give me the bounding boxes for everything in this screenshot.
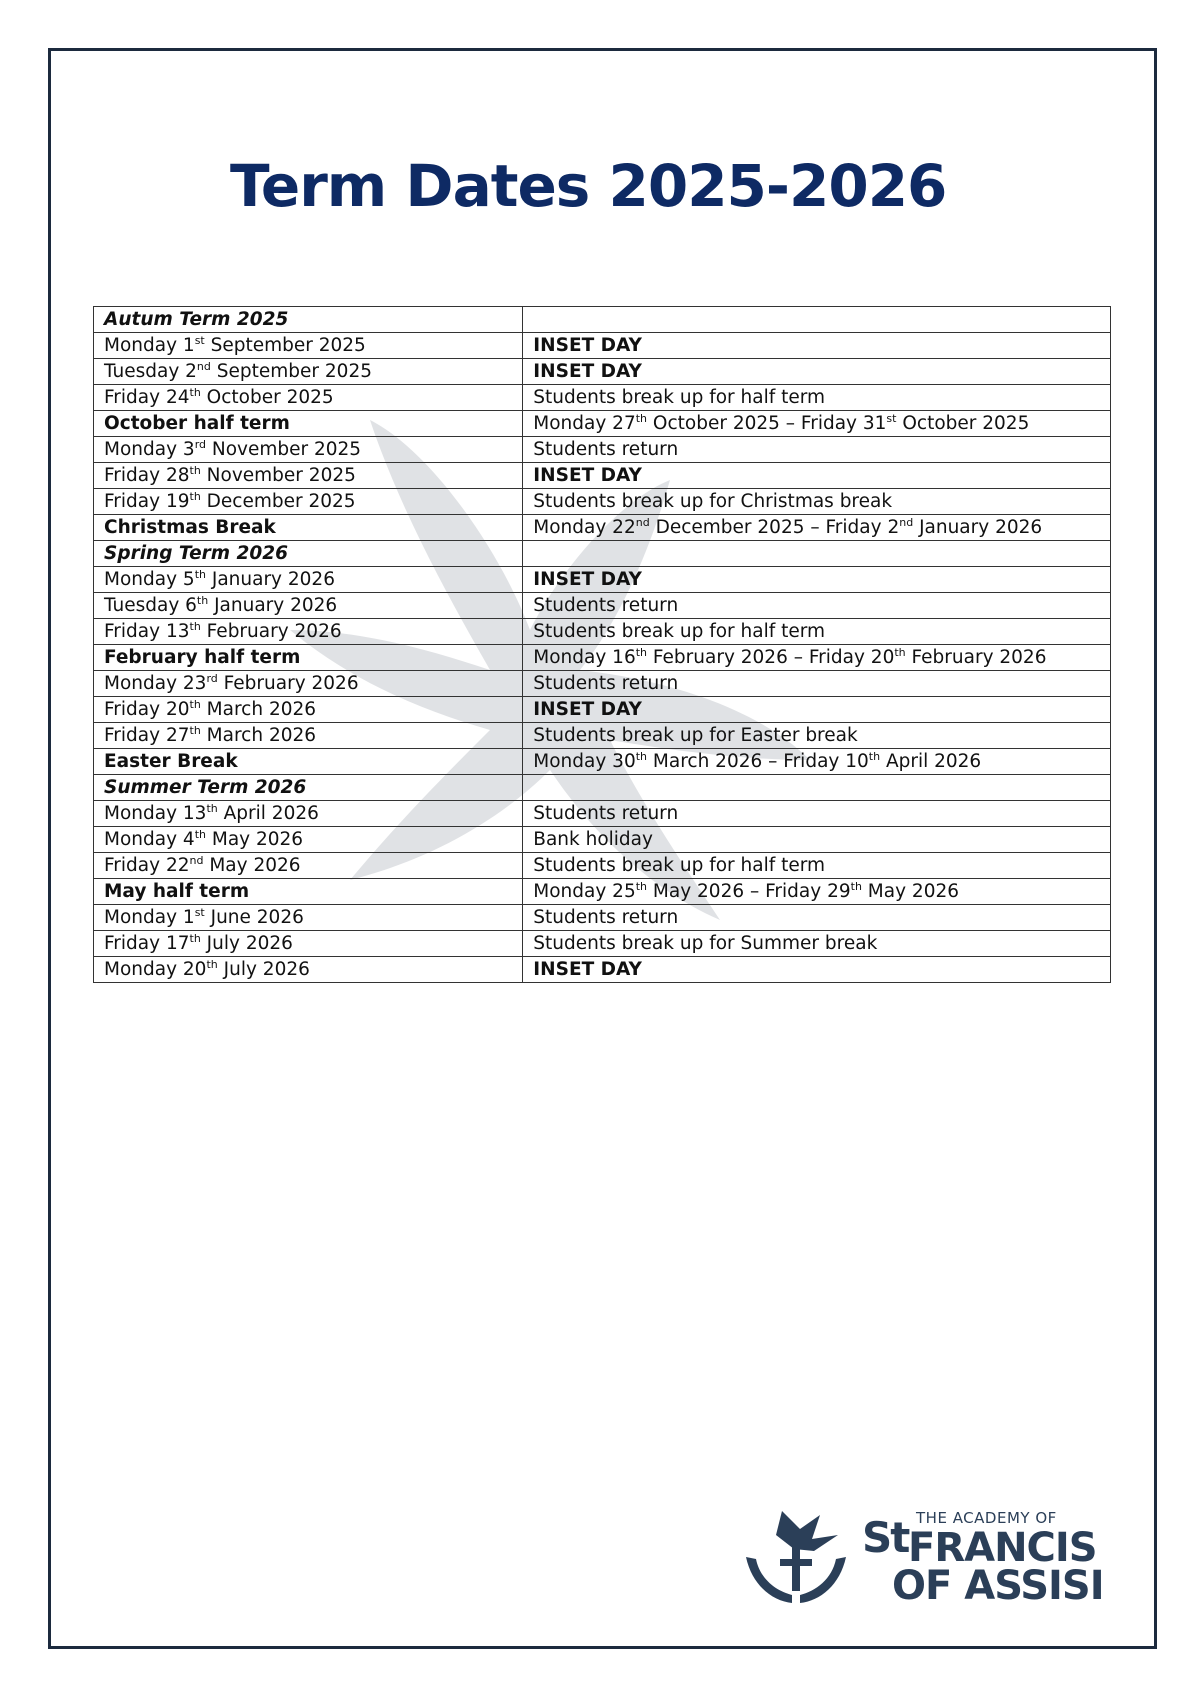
table-row (94, 593, 1111, 619)
cell-text: March 2026 (200, 725, 317, 746)
cell-text: Friday 19 (104, 491, 190, 512)
event-cell (523, 437, 1111, 463)
table-row (94, 541, 1111, 567)
cell-text: Monday 1 (104, 907, 195, 928)
date-cell (94, 385, 523, 411)
table-row (94, 775, 1111, 801)
date-cell (94, 931, 523, 957)
event-cell (523, 541, 1111, 567)
cell-text: Students break up for half term (533, 387, 826, 408)
cell-text: Friday 13 (104, 621, 190, 642)
ordinal-suffix: th (194, 568, 206, 581)
table-row (94, 697, 1111, 723)
logo-francis: FRANCIS (908, 1525, 1097, 1571)
ordinal-suffix: st (886, 412, 897, 425)
event-cell (523, 333, 1111, 359)
cell-text: Monday 27 (533, 413, 636, 434)
event-cell (523, 957, 1111, 983)
date-cell (94, 489, 523, 515)
date-cell (94, 411, 523, 437)
cell-text: April 2026 (217, 803, 319, 824)
cell-text: Monday 16 (533, 647, 636, 668)
ordinal-suffix: th (635, 880, 648, 893)
cell-text: February 2026 (200, 621, 342, 642)
cell-text: Students break up for Easter break (533, 725, 858, 746)
cell-text: February 2026 (217, 673, 359, 694)
cell-text: November 2025 (200, 465, 356, 486)
cell-text: June 2026 (204, 907, 304, 928)
cell-text: May 2026 – Friday 29 (647, 881, 851, 902)
event-cell (523, 671, 1111, 697)
cell-text: October 2025 – Friday 31 (647, 413, 887, 434)
ordinal-suffix: th (894, 646, 906, 659)
cell-text: February 2026 (905, 647, 1047, 668)
cell-text: INSET DAY (533, 335, 642, 356)
cell-text: Monday 5 (104, 569, 195, 590)
logo-assisi: OF ASSISI (892, 1563, 1104, 1609)
cell-text: Students break up for half term (533, 621, 826, 642)
ordinal-suffix: st (194, 906, 205, 919)
event-cell (523, 827, 1111, 853)
table-row (94, 515, 1111, 541)
date-cell (94, 879, 523, 905)
date-cell (94, 801, 523, 827)
cell-text: February half term (104, 647, 301, 668)
event-cell (523, 515, 1111, 541)
cell-text: Students return (533, 595, 679, 616)
event-cell (523, 723, 1111, 749)
cell-text: Monday 4 (104, 829, 195, 850)
ordinal-suffix: th (635, 412, 648, 425)
academy-logo (742, 1505, 1122, 1610)
event-cell (523, 697, 1111, 723)
date-cell (94, 333, 523, 359)
cell-text: Friday 20 (104, 699, 190, 720)
term-dates-table (93, 306, 1111, 983)
ordinal-suffix: th (189, 698, 201, 711)
table-row (94, 749, 1111, 775)
event-cell (523, 593, 1111, 619)
event-cell (523, 619, 1111, 645)
cell-text: September 2025 (204, 335, 366, 356)
cell-text: Summer Term 2026 (104, 777, 307, 798)
ordinal-suffix: th (189, 386, 201, 399)
ordinal-suffix: nd (196, 360, 211, 373)
ordinal-suffix: th (635, 646, 648, 659)
logo-wordmark (862, 1505, 1122, 1610)
ordinal-suffix: st (194, 334, 205, 347)
table-row (94, 463, 1111, 489)
date-cell (94, 905, 523, 931)
cell-text: July 2026 (200, 933, 293, 954)
table-row (94, 567, 1111, 593)
cell-text: INSET DAY (533, 569, 642, 590)
cell-text: Tuesday 6 (104, 595, 197, 616)
cell-text: September 2025 (210, 361, 372, 382)
date-cell (94, 463, 523, 489)
cell-text: Students return (533, 803, 679, 824)
cell-text: INSET DAY (533, 959, 642, 980)
table-row (94, 619, 1111, 645)
event-cell (523, 853, 1111, 879)
cell-text: Monday 13 (104, 803, 207, 824)
cell-text: Friday 22 (104, 855, 190, 876)
ordinal-suffix: th (635, 750, 648, 763)
cell-text: Students return (533, 907, 679, 928)
event-cell (523, 749, 1111, 775)
cell-text: October 2025 (896, 413, 1030, 434)
cell-text: INSET DAY (533, 699, 642, 720)
ordinal-suffix: th (189, 724, 201, 737)
cell-text: Monday 30 (533, 751, 636, 772)
table-row (94, 645, 1111, 671)
cell-text: January 2026 (205, 569, 335, 590)
table-row (94, 671, 1111, 697)
table-row (94, 723, 1111, 749)
cell-text: December 2025 – Friday 2 (649, 517, 900, 538)
date-cell (94, 437, 523, 463)
table-row (94, 385, 1111, 411)
cell-text: Christmas Break (104, 517, 276, 538)
event-cell (523, 385, 1111, 411)
cell-text: Students break up for half term (533, 855, 826, 876)
ordinal-suffix: th (189, 932, 201, 945)
date-cell (94, 853, 523, 879)
table-row (94, 827, 1111, 853)
cell-text: Monday 20 (104, 959, 207, 980)
ordinal-suffix: th (189, 620, 201, 633)
cell-text: December 2025 (200, 491, 356, 512)
cell-text: July 2026 (217, 959, 310, 980)
table-row (94, 905, 1111, 931)
ordinal-suffix: th (868, 750, 881, 763)
dove-hands-logo-icon (742, 1505, 852, 1610)
cell-text: Spring Term 2026 (104, 543, 288, 564)
table-row (94, 879, 1111, 905)
table-row (94, 489, 1111, 515)
cell-text: October half term (104, 413, 290, 434)
date-cell (94, 697, 523, 723)
cell-text: May 2026 (205, 829, 304, 850)
page-title: Term Dates 2025-2026 (230, 152, 947, 220)
cell-text: November 2025 (206, 439, 362, 460)
cell-text: Autum Term 2025 (104, 309, 289, 330)
logo-line-1: THE ACADEMY OF (916, 1509, 1057, 1527)
ordinal-suffix: nd (635, 516, 650, 529)
cell-text: October 2025 (200, 387, 334, 408)
date-cell (94, 307, 523, 333)
cell-text: Monday 1 (104, 335, 195, 356)
ordinal-suffix: nd (899, 516, 914, 529)
table-row (94, 437, 1111, 463)
event-cell (523, 359, 1111, 385)
table-row (94, 801, 1111, 827)
date-cell (94, 619, 523, 645)
event-cell (523, 411, 1111, 437)
date-cell (94, 827, 523, 853)
cell-text: Monday 3 (104, 439, 195, 460)
event-cell (523, 489, 1111, 515)
cell-text: May half term (104, 881, 250, 902)
cell-text: Friday 24 (104, 387, 190, 408)
event-cell (523, 879, 1111, 905)
cell-text: Students break up for Summer break (533, 933, 878, 954)
date-cell (94, 749, 523, 775)
date-cell (94, 645, 523, 671)
date-cell (94, 775, 523, 801)
cell-text: Friday 17 (104, 933, 190, 954)
cell-text: Friday 27 (104, 725, 190, 746)
event-cell (523, 567, 1111, 593)
table-row (94, 307, 1111, 333)
date-cell (94, 957, 523, 983)
ordinal-suffix: rd (206, 672, 218, 685)
ordinal-suffix: th (194, 828, 206, 841)
event-cell (523, 905, 1111, 931)
date-cell (94, 515, 523, 541)
cell-text: Bank holiday (533, 829, 653, 850)
cell-text: May 2026 (861, 881, 960, 902)
cell-text: Monday 22 (533, 517, 636, 538)
date-cell (94, 671, 523, 697)
ordinal-suffix: th (196, 594, 209, 607)
date-cell (94, 593, 523, 619)
cell-text: Monday 25 (533, 881, 636, 902)
date-cell (94, 541, 523, 567)
ordinal-suffix: th (189, 490, 201, 503)
date-cell (94, 723, 523, 749)
ordinal-suffix: rd (194, 438, 206, 451)
cell-text: Students break up for Christmas break (533, 491, 893, 512)
table-row (94, 957, 1111, 983)
cell-text: Easter Break (104, 751, 238, 772)
table-row (94, 359, 1111, 385)
cell-text: INSET DAY (533, 361, 642, 382)
date-cell (94, 359, 523, 385)
event-cell (523, 775, 1111, 801)
cell-text: January 2026 (913, 517, 1043, 538)
date-cell (94, 567, 523, 593)
cell-text: March 2026 – Friday 10 (647, 751, 869, 772)
ordinal-suffix: nd (189, 854, 204, 867)
ordinal-suffix: th (206, 802, 218, 815)
table-row (94, 411, 1111, 437)
cell-text: INSET DAY (533, 465, 642, 486)
table-row (94, 853, 1111, 879)
cell-text: Friday 28 (104, 465, 190, 486)
event-cell (523, 463, 1111, 489)
cell-text: Students return (533, 439, 679, 460)
ordinal-suffix: th (189, 464, 201, 477)
cell-text: May 2026 (203, 855, 301, 876)
cell-text: January 2026 (208, 595, 338, 616)
cell-text: February 2026 – Friday 20 (647, 647, 895, 668)
cell-text: April 2026 (880, 751, 982, 772)
cell-text: March 2026 (200, 699, 317, 720)
table-row (94, 333, 1111, 359)
ordinal-suffix: th (850, 880, 862, 893)
ordinal-suffix: th (206, 958, 218, 971)
event-cell (523, 801, 1111, 827)
cell-text: Tuesday 2 (104, 361, 197, 382)
event-cell (523, 307, 1111, 333)
table-row (94, 931, 1111, 957)
event-cell (523, 931, 1111, 957)
cell-text: Students return (533, 673, 679, 694)
cell-text: Monday 23 (104, 673, 207, 694)
logo-st: St (862, 1513, 909, 1562)
event-cell (523, 645, 1111, 671)
